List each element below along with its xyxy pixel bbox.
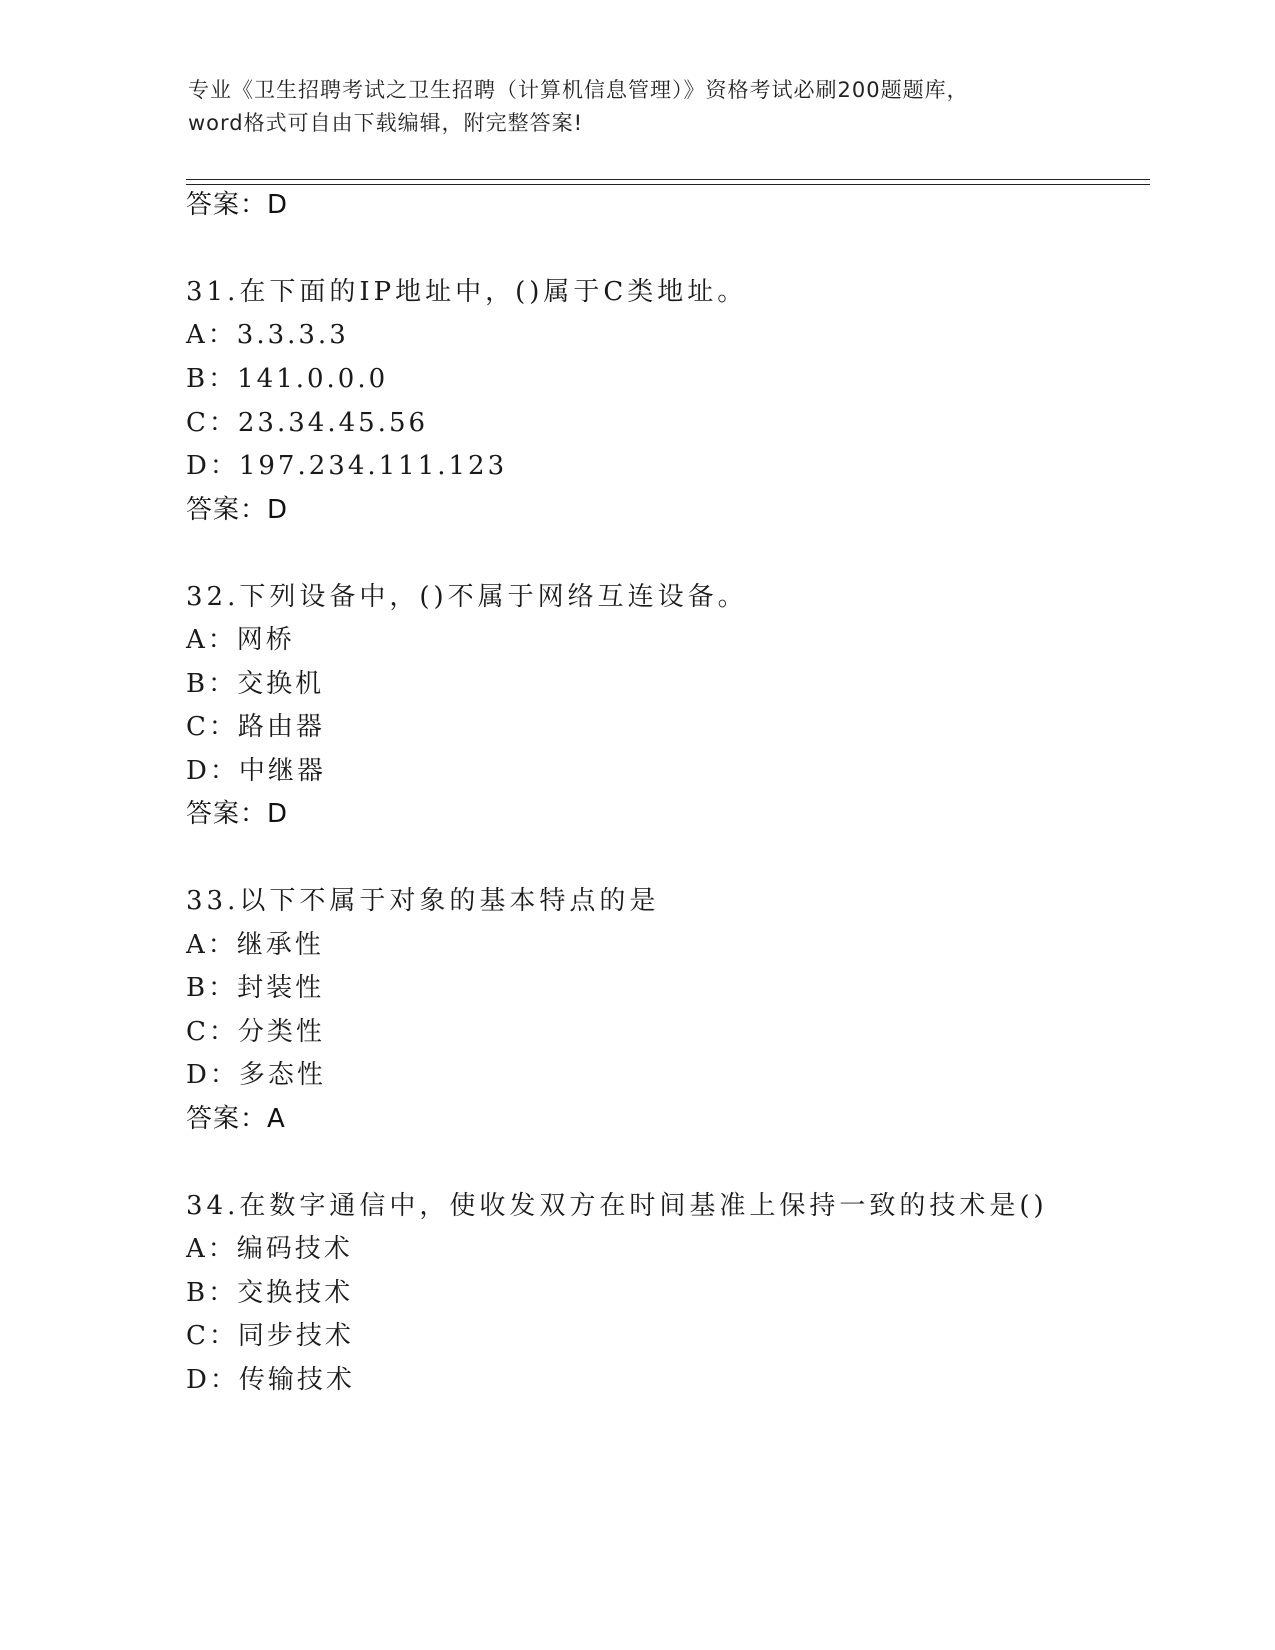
question-32-answer: 答案：D [186, 799, 289, 829]
question-31-option-b: B：141.0.0.0 [186, 364, 389, 394]
question-31-answer: 答案：D [186, 495, 289, 525]
question-32-stem: 32.下列设备中，()不属于网络互连设备。 [186, 582, 748, 612]
question-34-stem: 34.在数字通信中，使收发双方在时间基准上保持一致的技术是() [186, 1191, 1048, 1221]
question-32-option-d: D：中继器 [186, 756, 326, 786]
question-34-option-b: B：交换技术 [186, 1278, 354, 1308]
question-34-option-a: A：编码技术 [186, 1234, 353, 1264]
header-title-line-1: 专业《卫生招聘考试之卫生招聘（计算机信息管理）》资格考试必刷200题题库， [188, 78, 969, 102]
question-32-option-c: C：路由器 [186, 712, 325, 742]
answer-label-previous: 答案：D [186, 190, 289, 220]
question-33-option-d: D：多态性 [186, 1060, 326, 1090]
question-34-option-c: C：同步技术 [186, 1321, 354, 1351]
document-header [188, 74, 1088, 140]
question-32-option-b: B：交换机 [186, 669, 325, 699]
question-33-option-c: C：分类性 [186, 1017, 325, 1047]
header-divider [186, 179, 1150, 185]
question-31-option-d: D：197.234.111.123 [186, 451, 508, 481]
question-33-answer: 答案：A [186, 1104, 286, 1134]
question-31-option-a: A：3.3.3.3 [186, 320, 349, 350]
question-31-option-c: C：23.34.45.56 [186, 408, 429, 438]
header-title-line-2: word格式可自由下载编辑，附完整答案! [188, 111, 584, 135]
question-32-option-a: A：网桥 [186, 625, 295, 655]
question-33-stem: 33.以下不属于对象的基本特点的是 [186, 886, 660, 916]
question-33-option-b: B：封装性 [186, 973, 325, 1003]
question-31-stem: 31.在下面的IP地址中，()属于C类地址。 [186, 277, 748, 307]
question-33-option-a: A：继承性 [186, 930, 324, 960]
question-34-option-d: D：传输技术 [186, 1365, 355, 1395]
